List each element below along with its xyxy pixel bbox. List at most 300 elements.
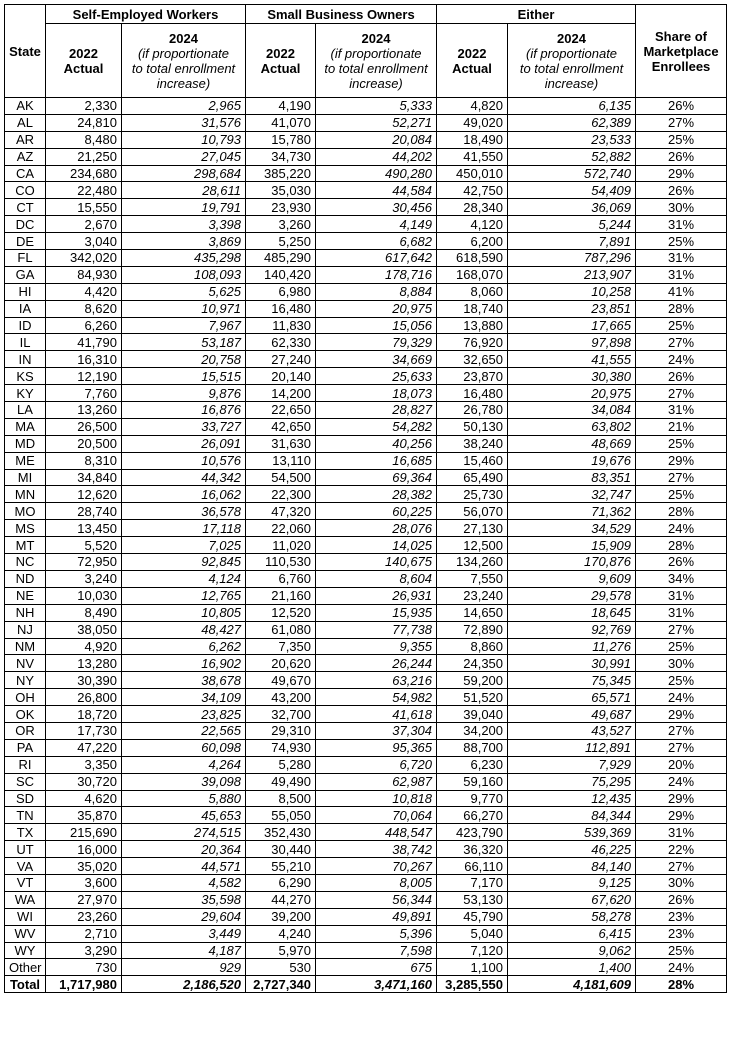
small-2022-cell: 12,520 xyxy=(246,604,316,621)
small-2024-cell: 37,304 xyxy=(316,722,437,739)
self-2022-cell: 10,030 xyxy=(46,587,122,604)
small-2024-cell: 15,056 xyxy=(316,317,437,334)
self-2022-cell: 24,810 xyxy=(46,114,122,131)
state-cell: IL xyxy=(5,334,46,351)
share-cell: 28% xyxy=(636,300,727,317)
self-2024-cell: 15,515 xyxy=(122,368,246,385)
small-2022-cell: 22,060 xyxy=(246,520,316,537)
table-row xyxy=(5,351,727,368)
either-2024-cell: 23,533 xyxy=(508,131,636,148)
share-cell: 30% xyxy=(636,199,727,216)
share-cell: 26% xyxy=(636,891,727,908)
either-2024-cell: 1,400 xyxy=(508,959,636,976)
either-2022-cell: 450,010 xyxy=(437,165,508,182)
share-cell: 41% xyxy=(636,283,727,300)
small-2024-cell: 617,642 xyxy=(316,250,437,267)
either-2022-cell: 36,320 xyxy=(437,841,508,858)
share-cell: 29% xyxy=(636,790,727,807)
small-2024-cell: 26,931 xyxy=(316,587,437,604)
either-2022-cell: 45,790 xyxy=(437,908,508,925)
either-2024-cell: 10,258 xyxy=(508,283,636,300)
self-2022-cell: 2,710 xyxy=(46,925,122,942)
small-2022-cell: 6,290 xyxy=(246,874,316,891)
small-2022-cell: 61,080 xyxy=(246,621,316,638)
small-2022-cell: 62,330 xyxy=(246,334,316,351)
group-header-row xyxy=(5,5,727,24)
either-2022-cell: 423,790 xyxy=(437,824,508,841)
actual-2022-header: 2022 Actual xyxy=(437,24,508,98)
share-cell: 29% xyxy=(636,165,727,182)
self-2022-cell: 21,250 xyxy=(46,148,122,165)
self-2022-cell: 13,280 xyxy=(46,655,122,672)
state-header: State xyxy=(5,5,46,98)
self-2022-cell: 26,500 xyxy=(46,418,122,435)
share-cell: 30% xyxy=(636,874,727,891)
small-2024-cell: 77,738 xyxy=(316,621,437,638)
either-2022-cell: 1,100 xyxy=(437,959,508,976)
state-cell: NY xyxy=(5,672,46,689)
either-2024-cell: 62,389 xyxy=(508,114,636,131)
either-2024-cell: 43,527 xyxy=(508,722,636,739)
small-2022-cell: 41,070 xyxy=(246,114,316,131)
small-2024-cell: 28,827 xyxy=(316,402,437,419)
self-2024-cell: 12,765 xyxy=(122,587,246,604)
self-2024-cell: 10,576 xyxy=(122,452,246,469)
state-cell: AZ xyxy=(5,148,46,165)
small-2022-cell: 110,530 xyxy=(246,554,316,571)
state-cell: Total xyxy=(5,976,46,993)
table-row xyxy=(5,283,727,300)
small-2022-cell: 32,700 xyxy=(246,706,316,723)
either-2022-cell: 27,130 xyxy=(437,520,508,537)
table-row xyxy=(5,638,727,655)
either-2024-cell: 170,876 xyxy=(508,554,636,571)
table-row xyxy=(5,807,727,824)
table-row xyxy=(5,537,727,554)
small-2024-cell: 4,149 xyxy=(316,216,437,233)
state-cell: ME xyxy=(5,452,46,469)
state-cell: MD xyxy=(5,435,46,452)
self-2022-cell: 5,520 xyxy=(46,537,122,554)
small-2024-cell: 34,669 xyxy=(316,351,437,368)
state-cell: MS xyxy=(5,520,46,537)
self-2022-cell: 41,790 xyxy=(46,334,122,351)
small-2022-cell: 54,500 xyxy=(246,469,316,486)
self-2022-cell: 8,310 xyxy=(46,452,122,469)
state-cell: AK xyxy=(5,98,46,115)
either-2024-cell: 6,135 xyxy=(508,98,636,115)
either-2024-cell: 7,929 xyxy=(508,756,636,773)
small-2022-cell: 22,650 xyxy=(246,402,316,419)
share-cell: 24% xyxy=(636,351,727,368)
share-cell: 29% xyxy=(636,807,727,824)
state-cell: LA xyxy=(5,402,46,419)
small-2022-cell: 15,780 xyxy=(246,131,316,148)
state-cell: SC xyxy=(5,773,46,790)
small-2024-cell: 54,282 xyxy=(316,418,437,435)
state-cell: TX xyxy=(5,824,46,841)
small-2022-cell: 5,280 xyxy=(246,756,316,773)
self-2024-cell: 108,093 xyxy=(122,266,246,283)
either-2022-cell: 34,200 xyxy=(437,722,508,739)
table-row xyxy=(5,570,727,587)
enrollment-table xyxy=(4,4,727,993)
self-2022-cell: 34,840 xyxy=(46,469,122,486)
table-row xyxy=(5,722,727,739)
table-row xyxy=(5,959,727,976)
share-cell: 24% xyxy=(636,959,727,976)
small-2024-cell: 14,025 xyxy=(316,537,437,554)
either-2024-cell: 29,578 xyxy=(508,587,636,604)
share-cell: 20% xyxy=(636,756,727,773)
either-2022-cell: 42,750 xyxy=(437,182,508,199)
small-2022-cell: 5,250 xyxy=(246,233,316,250)
table-row xyxy=(5,300,727,317)
share-cell: 26% xyxy=(636,182,727,199)
table-row xyxy=(5,706,727,723)
small-2024-cell: 44,584 xyxy=(316,182,437,199)
either-2022-cell: 7,170 xyxy=(437,874,508,891)
self-2024-cell: 35,598 xyxy=(122,891,246,908)
small-2022-cell: 29,310 xyxy=(246,722,316,739)
self-2022-cell: 3,290 xyxy=(46,942,122,959)
share-cell: 21% xyxy=(636,418,727,435)
self-2024-cell: 5,625 xyxy=(122,283,246,300)
state-cell: Other xyxy=(5,959,46,976)
either-header: Either xyxy=(437,5,636,24)
small-2024-cell: 41,618 xyxy=(316,706,437,723)
state-cell: WI xyxy=(5,908,46,925)
small-2024-cell: 62,987 xyxy=(316,773,437,790)
table-row xyxy=(5,908,727,925)
self-2024-cell: 2,186,520 xyxy=(122,976,246,993)
self-2024-cell: 4,582 xyxy=(122,874,246,891)
self-2024-cell: 16,876 xyxy=(122,402,246,419)
small-2024-cell: 3,471,160 xyxy=(316,976,437,993)
table-row xyxy=(5,891,727,908)
self-2024-cell: 4,264 xyxy=(122,756,246,773)
state-cell: OR xyxy=(5,722,46,739)
either-2022-cell: 88,700 xyxy=(437,739,508,756)
small-2022-cell: 30,440 xyxy=(246,841,316,858)
share-cell: 31% xyxy=(636,587,727,604)
self-2024-cell: 17,118 xyxy=(122,520,246,537)
either-2022-cell: 38,240 xyxy=(437,435,508,452)
table-row xyxy=(5,385,727,402)
table-row xyxy=(5,739,727,756)
table-row xyxy=(5,148,727,165)
either-2024-cell: 75,295 xyxy=(508,773,636,790)
state-cell: NJ xyxy=(5,621,46,638)
small-2024-cell: 25,633 xyxy=(316,368,437,385)
table-row xyxy=(5,672,727,689)
self-2024-cell: 26,091 xyxy=(122,435,246,452)
state-cell: TN xyxy=(5,807,46,824)
self-2024-cell: 4,187 xyxy=(122,942,246,959)
either-2022-cell: 6,200 xyxy=(437,233,508,250)
share-cell: 25% xyxy=(636,131,727,148)
table-row xyxy=(5,503,727,520)
either-2022-cell: 41,550 xyxy=(437,148,508,165)
small-2024-cell: 38,742 xyxy=(316,841,437,858)
state-cell: KY xyxy=(5,385,46,402)
either-2022-cell: 59,200 xyxy=(437,672,508,689)
either-2024-cell: 11,276 xyxy=(508,638,636,655)
small-2022-cell: 140,420 xyxy=(246,266,316,283)
self-2024-cell: 3,869 xyxy=(122,233,246,250)
either-2022-cell: 9,770 xyxy=(437,790,508,807)
table-row xyxy=(5,402,727,419)
share-cell: 25% xyxy=(636,317,727,334)
small-2024-cell: 28,076 xyxy=(316,520,437,537)
either-2024-cell: 23,851 xyxy=(508,300,636,317)
self-2022-cell: 20,500 xyxy=(46,435,122,452)
small-2024-cell: 15,935 xyxy=(316,604,437,621)
table-row xyxy=(5,655,727,672)
self-2022-cell: 23,260 xyxy=(46,908,122,925)
small-2022-cell: 47,320 xyxy=(246,503,316,520)
small-2022-cell: 55,210 xyxy=(246,858,316,875)
small-2022-cell: 352,430 xyxy=(246,824,316,841)
self-2024-cell: 9,876 xyxy=(122,385,246,402)
share-cell: 26% xyxy=(636,148,727,165)
small-2024-cell: 40,256 xyxy=(316,435,437,452)
state-cell: SD xyxy=(5,790,46,807)
small-2024-cell: 8,005 xyxy=(316,874,437,891)
state-cell: ID xyxy=(5,317,46,334)
either-2022-cell: 15,460 xyxy=(437,452,508,469)
either-2022-cell: 134,260 xyxy=(437,554,508,571)
table-row xyxy=(5,182,727,199)
share-cell: 30% xyxy=(636,655,727,672)
self-2024-cell: 48,427 xyxy=(122,621,246,638)
share-cell: 25% xyxy=(636,672,727,689)
self-2024-cell: 44,571 xyxy=(122,858,246,875)
state-cell: GA xyxy=(5,266,46,283)
either-2022-cell: 16,480 xyxy=(437,385,508,402)
either-2022-cell: 23,240 xyxy=(437,587,508,604)
share-cell: 25% xyxy=(636,942,727,959)
self-2024-cell: 60,098 xyxy=(122,739,246,756)
either-2024-cell: 213,907 xyxy=(508,266,636,283)
either-2024-cell: 12,435 xyxy=(508,790,636,807)
self-2024-cell: 16,902 xyxy=(122,655,246,672)
self-2024-cell: 45,653 xyxy=(122,807,246,824)
state-cell: WV xyxy=(5,925,46,942)
either-2022-cell: 28,340 xyxy=(437,199,508,216)
small-2022-cell: 16,480 xyxy=(246,300,316,317)
projected-2024-header: 2024 (if proportionate to total enrollment increase) xyxy=(508,24,636,98)
share-cell: 27% xyxy=(636,334,727,351)
state-cell: KS xyxy=(5,368,46,385)
either-2024-cell: 46,225 xyxy=(508,841,636,858)
either-2022-cell: 4,820 xyxy=(437,98,508,115)
small-2024-cell: 448,547 xyxy=(316,824,437,841)
small-2024-cell: 70,267 xyxy=(316,858,437,875)
either-2022-cell: 8,860 xyxy=(437,638,508,655)
small-2022-cell: 43,200 xyxy=(246,689,316,706)
either-2024-cell: 19,676 xyxy=(508,452,636,469)
table-row xyxy=(5,756,727,773)
small-2022-cell: 22,300 xyxy=(246,486,316,503)
self-2022-cell: 28,740 xyxy=(46,503,122,520)
share-cell: 25% xyxy=(636,233,727,250)
state-cell: VA xyxy=(5,858,46,875)
either-2024-cell: 34,084 xyxy=(508,402,636,419)
small-2022-cell: 8,500 xyxy=(246,790,316,807)
small-2024-cell: 63,216 xyxy=(316,672,437,689)
state-cell: UT xyxy=(5,841,46,858)
small-2022-cell: 21,160 xyxy=(246,587,316,604)
self-2024-cell: 929 xyxy=(122,959,246,976)
small-2022-cell: 20,620 xyxy=(246,655,316,672)
table-row xyxy=(5,942,727,959)
self-2022-cell: 3,240 xyxy=(46,570,122,587)
small-2024-cell: 79,329 xyxy=(316,334,437,351)
either-2022-cell: 76,920 xyxy=(437,334,508,351)
small-2024-cell: 70,064 xyxy=(316,807,437,824)
self-2022-cell: 16,310 xyxy=(46,351,122,368)
small-2022-cell: 14,200 xyxy=(246,385,316,402)
self-2022-cell: 8,490 xyxy=(46,604,122,621)
either-2024-cell: 787,296 xyxy=(508,250,636,267)
projected-2024-header: 2024 (if proportionate to total enrollment increase) xyxy=(316,24,437,98)
either-2024-cell: 18,645 xyxy=(508,604,636,621)
small-2024-cell: 7,598 xyxy=(316,942,437,959)
self-2024-cell: 10,793 xyxy=(122,131,246,148)
share-cell: 31% xyxy=(636,266,727,283)
self-2024-cell: 29,604 xyxy=(122,908,246,925)
small-2022-cell: 44,270 xyxy=(246,891,316,908)
small-2022-cell: 39,200 xyxy=(246,908,316,925)
either-2022-cell: 50,130 xyxy=(437,418,508,435)
share-cell: 27% xyxy=(636,385,727,402)
either-2024-cell: 92,769 xyxy=(508,621,636,638)
either-2022-cell: 5,040 xyxy=(437,925,508,942)
either-2022-cell: 65,490 xyxy=(437,469,508,486)
state-cell: OK xyxy=(5,706,46,723)
small-2024-cell: 60,225 xyxy=(316,503,437,520)
table-row xyxy=(5,469,727,486)
share-cell: 27% xyxy=(636,722,727,739)
either-2022-cell: 51,520 xyxy=(437,689,508,706)
small-2022-cell: 7,350 xyxy=(246,638,316,655)
small-2022-cell: 34,730 xyxy=(246,148,316,165)
state-cell: IA xyxy=(5,300,46,317)
either-2024-cell: 7,891 xyxy=(508,233,636,250)
either-2022-cell: 66,110 xyxy=(437,858,508,875)
small-2022-cell: 27,240 xyxy=(246,351,316,368)
self-2022-cell: 3,600 xyxy=(46,874,122,891)
state-cell: MA xyxy=(5,418,46,435)
self-2024-cell: 2,965 xyxy=(122,98,246,115)
self-2022-cell: 12,620 xyxy=(46,486,122,503)
self-2022-cell: 30,390 xyxy=(46,672,122,689)
table-row xyxy=(5,250,727,267)
self-2024-cell: 16,062 xyxy=(122,486,246,503)
small-2024-cell: 44,202 xyxy=(316,148,437,165)
either-2024-cell: 539,369 xyxy=(508,824,636,841)
self-2022-cell: 342,020 xyxy=(46,250,122,267)
state-cell: MI xyxy=(5,469,46,486)
either-2022-cell: 24,350 xyxy=(437,655,508,672)
share-line-1: Share of xyxy=(655,28,708,44)
either-2022-cell: 56,070 xyxy=(437,503,508,520)
either-2022-cell: 26,780 xyxy=(437,402,508,419)
state-cell: ND xyxy=(5,570,46,587)
table-row xyxy=(5,824,727,841)
self-2024-cell: 274,515 xyxy=(122,824,246,841)
either-2024-cell: 48,669 xyxy=(508,435,636,452)
state-cell: AL xyxy=(5,114,46,131)
table-row xyxy=(5,790,727,807)
share-cell: 28% xyxy=(636,537,727,554)
small-2022-cell: 2,727,340 xyxy=(246,976,316,993)
state-cell: NE xyxy=(5,587,46,604)
table-row xyxy=(5,317,727,334)
either-2022-cell: 32,650 xyxy=(437,351,508,368)
self-2024-cell: 22,565 xyxy=(122,722,246,739)
small-2024-cell: 5,333 xyxy=(316,98,437,115)
either-2024-cell: 572,740 xyxy=(508,165,636,182)
share-cell: 24% xyxy=(636,689,727,706)
small-2024-cell: 18,073 xyxy=(316,385,437,402)
either-2024-cell: 54,409 xyxy=(508,182,636,199)
self-2024-cell: 298,684 xyxy=(122,165,246,182)
self-2024-cell: 28,611 xyxy=(122,182,246,199)
small-2022-cell: 35,030 xyxy=(246,182,316,199)
self-2022-cell: 35,870 xyxy=(46,807,122,824)
state-cell: NH xyxy=(5,604,46,621)
share-line-2: Marketplace xyxy=(643,43,719,59)
either-2024-cell: 63,802 xyxy=(508,418,636,435)
share-cell: 28% xyxy=(636,976,727,993)
small-2022-cell: 11,020 xyxy=(246,537,316,554)
self-2024-cell: 53,187 xyxy=(122,334,246,351)
either-2024-cell: 30,991 xyxy=(508,655,636,672)
self-2022-cell: 234,680 xyxy=(46,165,122,182)
self-2022-cell: 26,800 xyxy=(46,689,122,706)
self-2024-cell: 36,578 xyxy=(122,503,246,520)
self-2024-cell: 5,880 xyxy=(122,790,246,807)
self-2022-cell: 3,040 xyxy=(46,233,122,250)
share-cell: 27% xyxy=(636,858,727,875)
self-2022-cell: 3,350 xyxy=(46,756,122,773)
either-2024-cell: 4,181,609 xyxy=(508,976,636,993)
either-2024-cell: 20,975 xyxy=(508,385,636,402)
table-row xyxy=(5,773,727,790)
self-2022-cell: 12,190 xyxy=(46,368,122,385)
share-cell: 27% xyxy=(636,114,727,131)
self-2022-cell: 84,930 xyxy=(46,266,122,283)
either-2024-cell: 83,351 xyxy=(508,469,636,486)
small-2022-cell: 20,140 xyxy=(246,368,316,385)
self-2022-cell: 15,550 xyxy=(46,199,122,216)
table-row xyxy=(5,131,727,148)
either-2022-cell: 7,120 xyxy=(437,942,508,959)
small-2024-cell: 5,396 xyxy=(316,925,437,942)
table-row xyxy=(5,98,727,115)
share-cell: 23% xyxy=(636,908,727,925)
self-2022-cell: 4,620 xyxy=(46,790,122,807)
either-2024-cell: 52,882 xyxy=(508,148,636,165)
small-2024-cell: 26,244 xyxy=(316,655,437,672)
self-2022-cell: 47,220 xyxy=(46,739,122,756)
either-2024-cell: 71,362 xyxy=(508,503,636,520)
table-row xyxy=(5,587,727,604)
self-2024-cell: 20,364 xyxy=(122,841,246,858)
self-2024-cell: 10,971 xyxy=(122,300,246,317)
